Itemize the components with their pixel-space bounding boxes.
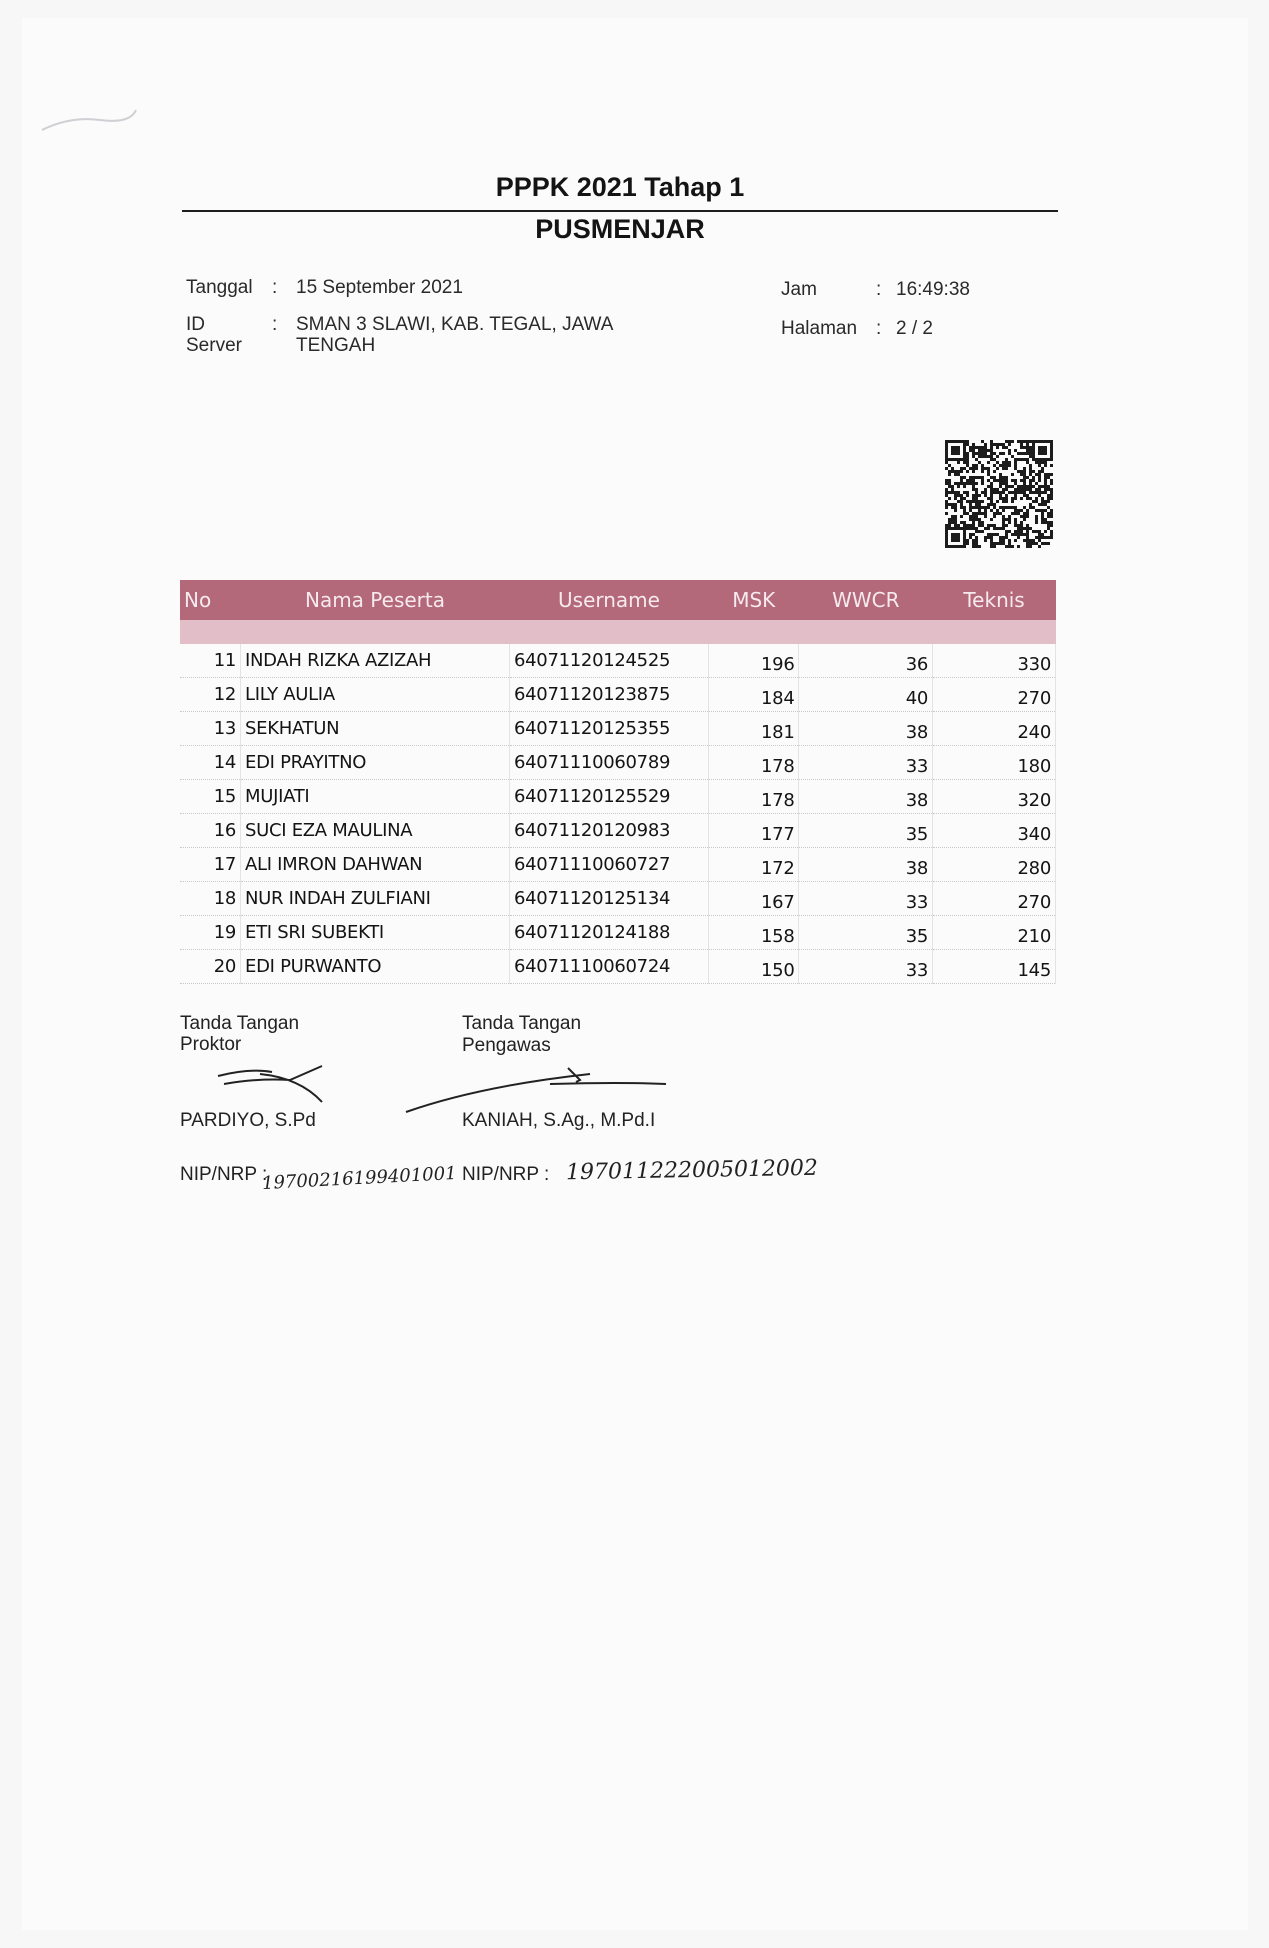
tanggal-separator: : — [272, 277, 278, 298]
cell-name: SEKHATUN — [241, 712, 510, 746]
cell-no: 11 — [180, 644, 241, 678]
cell-teknis: 270 — [933, 882, 1056, 916]
cell-username: 64071120124188 — [510, 916, 709, 950]
table-row — [180, 678, 1056, 712]
id-server-separator: : — [272, 314, 278, 335]
col-header-no: No — [180, 580, 241, 620]
cell-wwcr: 40 — [799, 678, 933, 712]
cell-name: EDI PRAYITNO — [241, 746, 510, 780]
cell-teknis: 280 — [933, 848, 1056, 882]
qr-code-icon — [945, 440, 1053, 548]
cell-wwcr: 33 — [799, 950, 933, 984]
cell-username: 64071110060789 — [510, 746, 709, 780]
cell-msk: 184 — [709, 678, 799, 712]
cell-no: 15 — [180, 780, 241, 814]
tanggal-value: 15 September 2021 — [296, 277, 463, 298]
pengawas-label-line1: Tanda Tangan — [462, 1013, 582, 1034]
scan-mark — [40, 106, 140, 136]
table-row — [180, 746, 1056, 780]
cell-msk: 150 — [709, 950, 799, 984]
cell-msk: 177 — [709, 814, 799, 848]
cell-username: 64071120124525 — [510, 644, 709, 678]
pengawas-nip-handwritten: 197011222005012002 — [565, 1155, 819, 1186]
table-row — [180, 712, 1056, 746]
cell-msk: 158 — [709, 916, 799, 950]
tanggal-label: Tanggal — [186, 277, 253, 298]
cell-username: 64071120125134 — [510, 882, 709, 916]
cell-username: 64071120125529 — [510, 780, 709, 814]
cell-teknis: 320 — [933, 780, 1056, 814]
table-row — [180, 814, 1056, 848]
cell-teknis: 145 — [933, 950, 1056, 984]
halaman-label: Halaman — [781, 318, 858, 339]
proktor-name: PARDIYO, S.Pd — [180, 1110, 316, 1131]
cell-wwcr: 38 — [799, 780, 933, 814]
col-header-username: Username — [510, 580, 709, 620]
table-row — [180, 916, 1056, 950]
proktor-label-line1: Tanda Tangan — [180, 1013, 300, 1034]
cell-username: 64071120120983 — [510, 814, 709, 848]
table-row — [180, 780, 1056, 814]
cell-msk: 167 — [709, 882, 799, 916]
col-header-teknis: Teknis — [933, 580, 1056, 620]
cell-no: 14 — [180, 746, 241, 780]
proktor-label-line2: Proktor — [180, 1034, 242, 1055]
pengawas-name: KANIAH, S.Ag., M.Pd.I — [462, 1110, 656, 1131]
col-header-nama-peserta: Nama Peserta — [241, 580, 510, 620]
proktor-nip-handwritten: 19700216199401001 — [261, 1162, 458, 1195]
table-header-band — [180, 620, 1056, 644]
cell-name: EDI PURWANTO — [241, 950, 510, 984]
cell-wwcr: 33 — [799, 882, 933, 916]
col-header-msk: MSK — [709, 580, 799, 620]
cell-name: MUJIATI — [241, 780, 510, 814]
cell-no: 17 — [180, 848, 241, 882]
jam-separator: : — [876, 279, 882, 300]
table-row — [180, 950, 1056, 984]
id-server-value-line2: TENGAH — [296, 335, 376, 356]
cell-no: 20 — [180, 950, 241, 984]
cell-wwcr: 35 — [799, 814, 933, 848]
id-server-value-line1: SMAN 3 SLAWI, KAB. TEGAL, JAWA — [296, 314, 614, 335]
table-row — [180, 882, 1056, 916]
jam-value: 16:49:38 — [896, 279, 970, 300]
cell-teknis: 240 — [933, 712, 1056, 746]
cell-wwcr: 33 — [799, 746, 933, 780]
cell-teknis: 270 — [933, 678, 1056, 712]
cell-name: NUR INDAH ZULFIANI — [241, 882, 510, 916]
cell-teknis: 180 — [933, 746, 1056, 780]
cell-name: INDAH RIZKA AZIZAH — [241, 644, 510, 678]
cell-name: ALI IMRON DAHWAN — [241, 848, 510, 882]
proktor-nip-label: NIP/NRP : — [180, 1164, 268, 1185]
cell-no: 12 — [180, 678, 241, 712]
cell-msk: 178 — [709, 780, 799, 814]
cell-no: 16 — [180, 814, 241, 848]
halaman-separator: : — [876, 318, 882, 339]
cell-no: 13 — [180, 712, 241, 746]
cell-teknis: 340 — [933, 814, 1056, 848]
cell-wwcr: 38 — [799, 848, 933, 882]
cell-teknis: 210 — [933, 916, 1056, 950]
cell-username: 64071110060727 — [510, 848, 709, 882]
table-row — [180, 848, 1056, 882]
pengawas-label-line2: Pengawas — [462, 1035, 551, 1056]
cell-msk: 178 — [709, 746, 799, 780]
document-subtitle: PUSMENJAR — [535, 214, 705, 244]
jam-label: Jam — [781, 279, 817, 300]
proktor-signature — [210, 1058, 330, 1108]
cell-name: SUCI EZA MAULINA — [241, 814, 510, 848]
table-row — [180, 644, 1056, 678]
cell-name: ETI SRI SUBEKTI — [241, 916, 510, 950]
document-title: PPPK 2021 Tahap 1 — [495, 172, 745, 202]
cell-username: 64071120125355 — [510, 712, 709, 746]
cell-no: 18 — [180, 882, 241, 916]
id-server-label-line2: Server — [186, 335, 242, 356]
cell-teknis: 330 — [933, 644, 1056, 678]
cell-msk: 181 — [709, 712, 799, 746]
pengawas-nip-label: NIP/NRP : — [462, 1164, 550, 1185]
cell-no: 19 — [180, 916, 241, 950]
cell-wwcr: 38 — [799, 712, 933, 746]
title-divider — [182, 210, 1058, 212]
id-server-label-line1: ID — [186, 314, 205, 335]
cell-msk: 172 — [709, 848, 799, 882]
results-table — [180, 580, 1056, 984]
col-header-wwcr: WWCR — [799, 580, 933, 620]
cell-username: 64071110060724 — [510, 950, 709, 984]
cell-username: 64071120123875 — [510, 678, 709, 712]
halaman-value: 2 / 2 — [896, 318, 933, 339]
cell-wwcr: 35 — [799, 916, 933, 950]
cell-name: LILY AULIA — [241, 678, 510, 712]
cell-wwcr: 36 — [799, 644, 933, 678]
cell-msk: 196 — [709, 644, 799, 678]
table-header-row — [180, 580, 1056, 620]
